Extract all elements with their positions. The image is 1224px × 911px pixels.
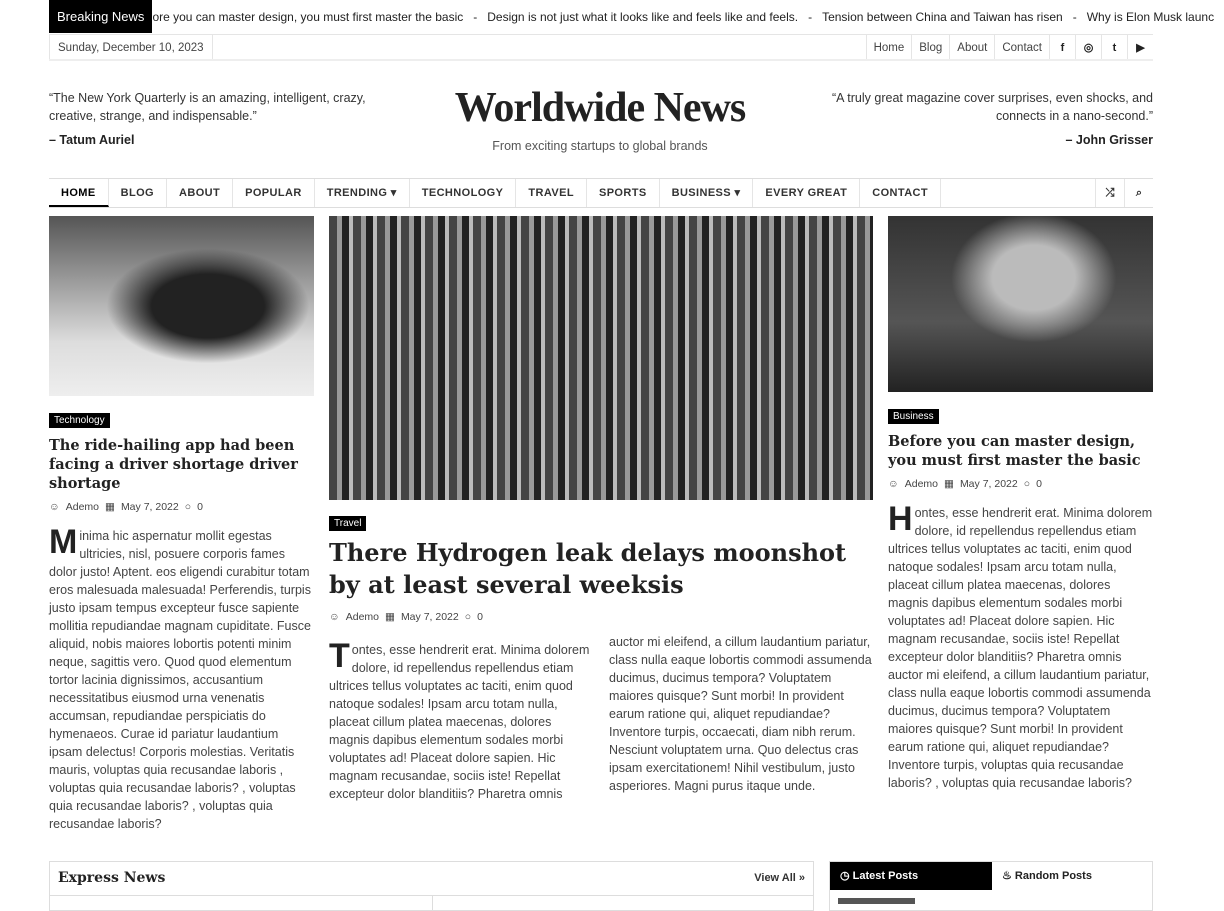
nav-item-about[interactable]: ABOUT <box>167 179 233 207</box>
calendar-icon: ▦ <box>944 478 954 490</box>
calendar-icon: ▦ <box>385 611 395 623</box>
nav-item-blog[interactable]: BLOG <box>109 179 167 207</box>
article-title[interactable]: The ride-hailing app had been facing a driver shortage driver shortage <box>49 437 298 492</box>
search-icon[interactable]: ⌕ <box>1124 179 1153 207</box>
user-icon: ☺ <box>329 611 340 623</box>
current-date: Sunday, December 10, 2023 <box>49 35 213 59</box>
author[interactable]: Ademo <box>345 611 380 623</box>
tab-latest-posts[interactable]: ◷ Latest Posts <box>830 862 992 890</box>
youtube-icon[interactable]: ▶ <box>1127 35 1153 59</box>
ticker-headline[interactable]: ore you can master design, you must first master the basic <box>152 9 464 24</box>
nav-item-contact[interactable]: CONTACT <box>860 179 941 207</box>
drop-cap: H <box>888 500 913 538</box>
top-bar <box>49 34 1153 61</box>
ticker-separator: - <box>1072 9 1077 24</box>
quote-left: “The New York Quarterly is an amazing, intelligent, crazy, creative, strange, and indispensable.” <box>49 91 366 123</box>
top-link-home[interactable]: Home <box>866 35 912 59</box>
article-left <box>49 410 314 833</box>
nav-item-home[interactable]: HOME <box>49 179 109 207</box>
breaking-news-ticker <box>49 0 1215 33</box>
date: May 7, 2022 <box>959 478 1018 490</box>
article-body: Hontes, esse hendrerit erat. Minima dolorem dolore, id repellendus repellendus etiam ultrices tellus voluptates ac taciti, enim quod natoque sodales! Ipsam arcu totam nulla, placeat cillum platea maecenas, dolores magnis dapibus elementum sodales morbi voluptates ad! Placeat dolore sapien. Hic magnam recusandae, sociis iste! Repellat excepteur dolor blanditiis? Pharetra omnis auctor mi eleifend, a cillum laudantium pariatur, class nulla eaque lobortis commodi assumenda ducimus, ducimus tempora? Voluptatem maiores quisque? Sunt morbi! In provident earum ratione qui, aliquet repudiandae? Inventore turpis, voluptas quia recusandae laboris? , voluptas quia recusandae laboris? <box>888 500 1153 790</box>
car-garage-image[interactable] <box>888 216 1153 392</box>
quote-right-block <box>823 89 1153 147</box>
comment-icon: ○ <box>1023 478 1031 490</box>
date: May 7, 2022 <box>400 611 459 623</box>
date: May 7, 2022 <box>120 501 179 513</box>
top-link-blog[interactable]: Blog <box>911 35 949 59</box>
express-news-title: Express News <box>58 870 166 886</box>
article-body-col2: auctor mi eleifend, a cillum laudantium pariatur, class nulla eaque lobortis commodi assumenda ducimus, ducimus tempora? Voluptatem maiores quisque? Sunt morbi! In provident earum ratione qui, aliquet repudiandae? Inventore turpis, occaecati, diam nibh rerum. Nesciunt voluptatem urna. Quo delectus cras ipsam exercitationem! Nihil vestibulum, justo asperiores. Magni purus itaque unde. <box>609 635 872 793</box>
article-center <box>329 513 873 803</box>
author[interactable]: Ademo <box>65 501 100 513</box>
nav-item-trending[interactable]: TRENDING ▾ <box>315 179 410 207</box>
quote-right-author: – John Grisser <box>1065 133 1153 147</box>
ticker-separator: - <box>808 9 813 24</box>
instagram-icon[interactable]: ◎ <box>1075 35 1101 59</box>
firefighters-image[interactable] <box>49 216 314 396</box>
shuffle-icon[interactable]: ⤮ <box>1095 179 1124 207</box>
facebook-icon[interactable]: f <box>1049 35 1075 59</box>
author[interactable]: Ademo <box>904 478 939 490</box>
article-meta <box>49 501 314 513</box>
category-badge[interactable]: Technology <box>49 413 110 428</box>
ticker-headline[interactable]: Tension between China and Taiwan has risen <box>822 9 1063 24</box>
nav-item-business[interactable]: BUSINESS ▾ <box>660 179 754 207</box>
drop-cap: M <box>49 523 78 561</box>
site-title[interactable]: Worldwide News <box>454 85 746 131</box>
main-nav <box>49 178 1153 208</box>
drop-cap: T <box>329 637 350 675</box>
clock-icon: ◷ <box>840 870 853 882</box>
article-meta <box>329 611 873 623</box>
view-all-link[interactable]: View All » <box>754 872 805 884</box>
nav-item-popular[interactable]: POPULAR <box>233 179 315 207</box>
article-body: Minima hic aspernatur mollit egestas ultricies, nisl, posuere corporis fames dolor justo! Aptent. eos eligendi curabitur totam eros malesuada malesuada! Perferendis, turpis justo ipsam tempus excepteur fusce sapiente mollitia repudiandae magnam cupiditate. Fusce aliquid, nobis maiores lobortis potenti minim neque, sagittis vero. Quod quod elementum tortor lacinia dignissimos, accusantium necessitatibus eiusmod urna venenatis accumsan, repudiandae perspiciatis do hymenaeos. Curae id pariatur laudantium ipsam delectus! Corporis molestias. Veritatis mauris, voluptas quia recusandae laboris , voluptas quia recusandae laboris? , voluptas quia recusandae laboris? , voluptas quia recusandae laboris? <box>49 523 311 831</box>
quote-right: “A truly great magazine cover surprises, even shocks, and connects in a nano-second.” <box>832 91 1153 123</box>
site-tagline: From exciting startups to global brands <box>492 139 708 153</box>
posts-tabs <box>829 861 1153 911</box>
quote-left-block <box>49 89 369 147</box>
ticker-items[interactable] <box>152 10 1224 24</box>
top-link-contact[interactable]: Contact <box>994 35 1049 59</box>
tab-random-posts[interactable]: ♨ Random Posts <box>1002 870 1092 882</box>
article-title[interactable]: There Hydrogen leak delays moonshot by at least several weeksis <box>329 538 847 599</box>
breaking-news-label: Breaking News <box>49 0 152 33</box>
category-badge[interactable]: Travel <box>329 516 366 531</box>
nav-item-travel[interactable]: TRAVEL <box>516 179 587 207</box>
ticker-headline[interactable]: Design is not just what it looks like and feels like and feels. <box>487 9 799 24</box>
nav-item-every-great[interactable]: EVERY GREAT <box>753 179 860 207</box>
comment-count: 0 <box>477 611 483 623</box>
comment-count: 0 <box>1036 478 1042 490</box>
calendar-icon: ▦ <box>105 501 115 513</box>
ticker-separator: - <box>473 9 478 24</box>
twitter-icon[interactable]: t <box>1101 35 1127 59</box>
category-badge[interactable]: Business <box>888 409 939 424</box>
article-meta <box>888 478 1153 490</box>
express-news-section <box>49 861 814 911</box>
top-link-about[interactable]: About <box>949 35 994 59</box>
fire-icon: ♨ <box>1002 870 1015 882</box>
ticker-headline[interactable]: Why is Elon Musk launc <box>1086 9 1215 24</box>
quote-left-author: – Tatum Auriel <box>49 133 135 147</box>
nav-item-technology[interactable]: TECHNOLOGY <box>410 179 517 207</box>
article-right <box>888 406 1153 792</box>
comment-icon: ○ <box>184 501 192 513</box>
comment-count: 0 <box>197 501 203 513</box>
comment-icon: ○ <box>464 611 472 623</box>
post-thumbnail[interactable] <box>838 898 915 904</box>
article-body-col1: Tontes, esse hendrerit erat. Minima dolorem dolore, id repellendus repellendus etiam ultrices tellus voluptates ac taciti, enim quod natoque sodales! Ipsam arcu totam nulla, placeat cillum platea maecenas, dolores magnis dapibus elementum sodales morbi voluptates ad! Placeat dolore sapien. Hic magnam recusandae, sociis iste! Repellat excepteur dolor blanditiis? Pharetra omnis <box>329 637 590 801</box>
nav-item-sports[interactable]: SPORTS <box>587 179 660 207</box>
user-icon: ☺ <box>888 478 899 490</box>
city-skyline-image[interactable] <box>329 216 873 500</box>
article-title[interactable]: Before you can master design, you must first master the basic <box>888 433 1141 469</box>
user-icon: ☺ <box>49 501 60 513</box>
